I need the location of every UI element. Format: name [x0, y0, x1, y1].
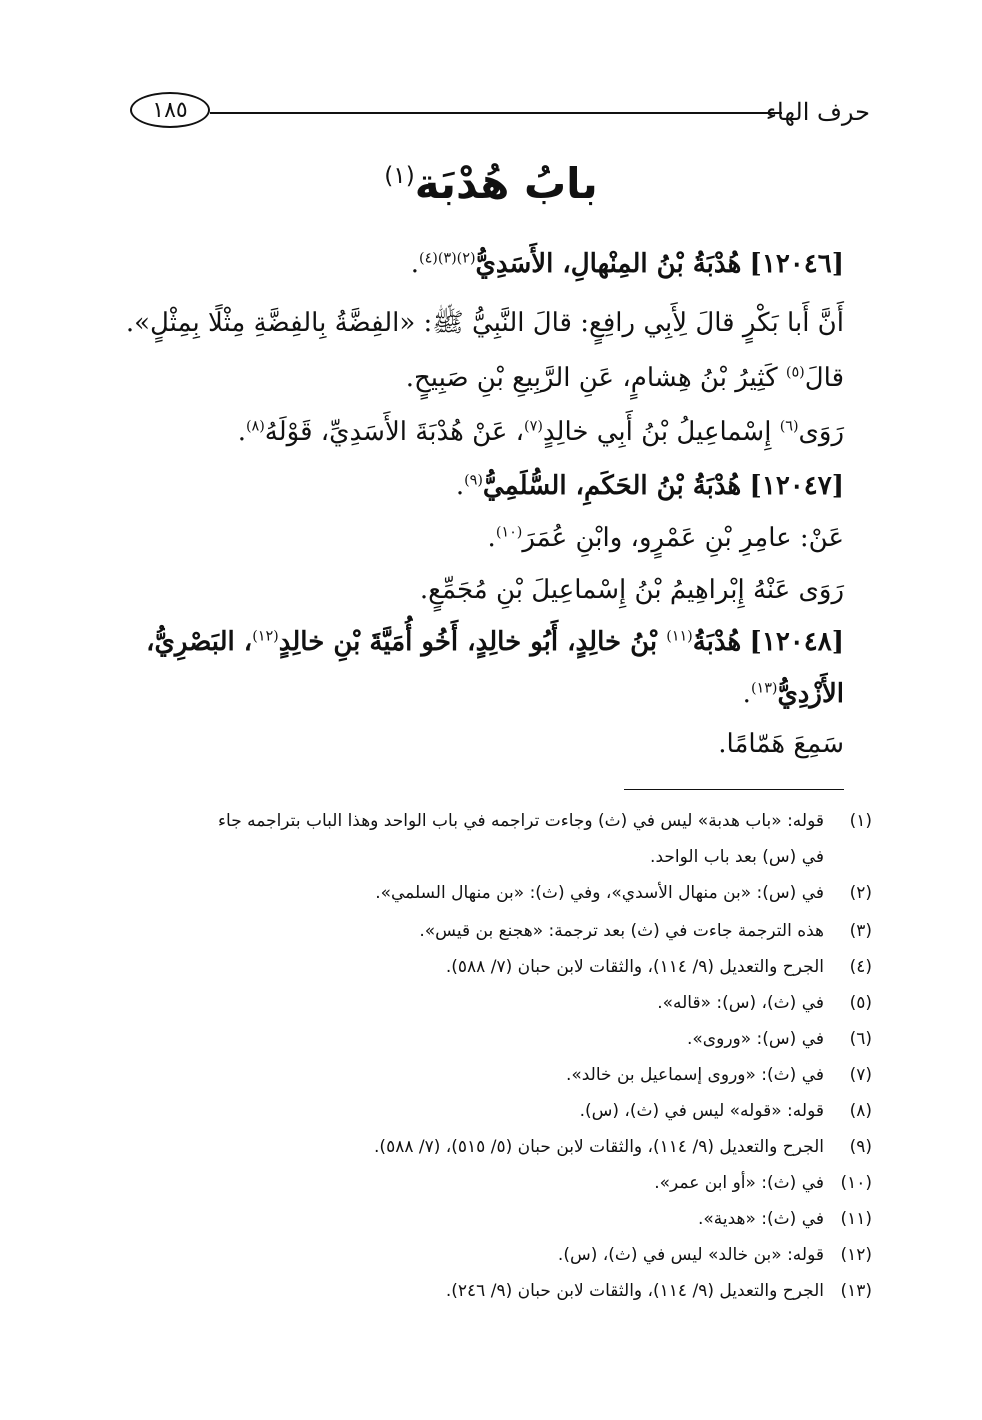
body-line-narrated-by [420, 570, 844, 610]
body-line-from [488, 518, 844, 558]
entry-12048-continuation [743, 674, 844, 714]
footnote-text: قوله: «بن خالد» ليس في (ث)، (س). [557, 1245, 824, 1265]
footnote-text: في (ث): «وروى إسماعيل بن خالد». [565, 1065, 824, 1085]
body-text: إِسْماعِيلُ بْنُ أَبِي خالِدٍ [542, 417, 780, 447]
entry-12048-heading [146, 622, 844, 662]
footnote-text: في (ث): «هدية». [697, 1209, 824, 1229]
footnote-text: الجرح والتعديل (٩/ ١١٤)، والثقات لابن حبان (٥/ ٥١٥)، (٧/ ٥٨٨). [374, 1137, 824, 1157]
footnote-ref: (٧) [524, 418, 543, 435]
page-header [130, 92, 870, 136]
body-text: عَنْ: عامِرِ بْنِ عَمْرٍو، وابْنِ عُمَرَ [522, 523, 844, 553]
footnote-ref: (٢)(٣)(٤) [418, 250, 476, 267]
footnote-9 [374, 1132, 872, 1162]
footnote-number: (٣) [849, 921, 872, 941]
header-rule [210, 112, 782, 114]
footnote-text: هذه الترجمة جاءت في (ث) بعد ترجمة: «هجنع بن قيس». [419, 921, 824, 941]
footnote-text: في (ث): «أو ابن عمر». [654, 1173, 824, 1193]
footnote-number: (١) [849, 811, 872, 831]
footnote-text: في (س): «بن منهال الأسدي»، وفي (ث): «بن منهال السلمي». [375, 883, 824, 903]
body-line-narrator [406, 358, 844, 398]
body-text: كَثِيرُ بْنُ هِشامٍ، عَنِ الرَّبِيعِ بْنِ صَبِيحٍ. [405, 363, 786, 393]
entry-name: هُدْبَةُ بْنُ المِنْهالِ، الأَسَدِيُّ [475, 249, 742, 279]
entry-number: [١٢٠٤٦] [749, 249, 844, 279]
punctuation: . [237, 417, 246, 447]
footnotes-separator [624, 789, 844, 790]
footnote-3 [419, 916, 872, 946]
footnote-number: (٨) [849, 1101, 872, 1121]
chapter-title-text: بابُ هُدْبَة [414, 159, 598, 208]
footnote-ref: (١٠) [495, 524, 523, 541]
footnote-8 [580, 1096, 872, 1126]
footnote-text: الجرح والتعديل (٩/ ١١٤)، والثقات لابن حبان (٩/ ٢٤٦). [445, 1281, 824, 1301]
footnote-number: (٢) [849, 883, 872, 903]
footnote-text: الجرح والتعديل (٩/ ١١٤)، والثقات لابن حبان (٧/ ٥٨٨). [445, 957, 824, 977]
footnote-text: في (ث)، (س): «قاله». [657, 993, 824, 1013]
footnote-text: قوله: «قوله» ليس في (ث)، (س). [579, 1101, 824, 1121]
footnote-6 [687, 1024, 872, 1054]
footnote-number: (١٢) [840, 1245, 872, 1265]
punctuation: . [487, 523, 496, 553]
footnote-number: (٤) [849, 957, 872, 977]
entry-name: هُدْبَةُ [692, 627, 742, 657]
running-title: حرف الهاء [765, 98, 870, 126]
footnote-number: (٩) [849, 1137, 872, 1157]
footnote-number: (١١) [840, 1209, 872, 1229]
entry-number: [١٢٠٤٨] [749, 627, 844, 657]
body-text: قالَ [804, 363, 844, 393]
entry-name: الأَزْدِيُّ [777, 679, 844, 709]
body-text: رَوَى [798, 417, 844, 447]
footnote-10 [654, 1168, 872, 1198]
footnote-number: (١٠) [840, 1173, 872, 1193]
body-text: أَنَّ أَبا بَكْرٍ قالَ لِأَبِي رافِعٍ: قالَ النَّبِيُّ ﷺ: «الفِضَّةُ بِالفِضَّةِ مِثْلًا بِمِثْلٍ». [125, 308, 844, 338]
entry-number: [١٢٠٤٧] [749, 471, 844, 501]
entry-12047-heading [456, 466, 844, 506]
footnote-text: في (س): «وروى». [687, 1029, 824, 1049]
body-text: سَمِعَ هَمّامًا. [718, 729, 844, 759]
footnote-number: (٧) [849, 1065, 872, 1085]
footnote-1 [218, 806, 872, 836]
footnote-ref: (١٢) [252, 628, 279, 645]
page-number: ١٨٥ [130, 92, 210, 128]
punctuation: . [455, 471, 465, 501]
footnote-13 [446, 1276, 872, 1306]
footnote-1-continuation: في (س) بعد باب الواحد. [650, 847, 824, 867]
body-line-hadith [126, 303, 844, 343]
body-text: رَوَى عَنْهُ إِبْراهِيمُ بْنُ إِسْماعِيلَ بْنِ مُجَمِّعٍ. [419, 575, 844, 605]
footnote-ref: (١١) [666, 628, 693, 645]
entry-name: بْنُ خالِدٍ، أَبُو خالِدٍ، أَخُو أُمَيَّةَ بْنِ خالِدٍ [278, 627, 667, 657]
footnote-number: (١٣) [840, 1281, 872, 1301]
footnote-number: (٥) [849, 993, 872, 1013]
body-line-transmission [238, 412, 844, 452]
entry-name: ، البَصْرِيُّ، [146, 627, 253, 657]
chapter-title [0, 154, 982, 214]
body-text: ، عَنْ هُدْبَةَ الأَسَدِيِّ، قَوْلَهُ [264, 417, 525, 447]
footnote-ref: (١) [384, 163, 415, 189]
footnote-7 [566, 1060, 872, 1090]
footnote-ref: (١٣) [750, 680, 778, 697]
footnote-number: (٦) [849, 1029, 872, 1049]
footnote-ref: (٥) [785, 364, 805, 381]
body-line-heard [718, 724, 844, 764]
footnote-ref: (٨) [245, 418, 265, 435]
footnote-ref: (٦) [779, 418, 799, 435]
entry-name: هُدْبَةُ بْنُ الحَكَمِ، السُّلَمِيُّ [482, 471, 742, 501]
footnote-5 [657, 988, 872, 1018]
footnote-2 [375, 878, 872, 908]
footnote-ref: (٩) [464, 472, 483, 489]
footnote-4 [446, 952, 872, 982]
footnote-12 [558, 1240, 872, 1270]
footnote-text: قوله: «باب هدبة» ليس في (ث) وجاءت تراجمه في باب الواحد وهذا الباب بتراجمه جاء [218, 811, 824, 831]
entry-12046-heading [411, 244, 844, 284]
footnote-11 [698, 1204, 872, 1234]
punctuation: . [742, 679, 751, 709]
punctuation: . [410, 249, 419, 279]
